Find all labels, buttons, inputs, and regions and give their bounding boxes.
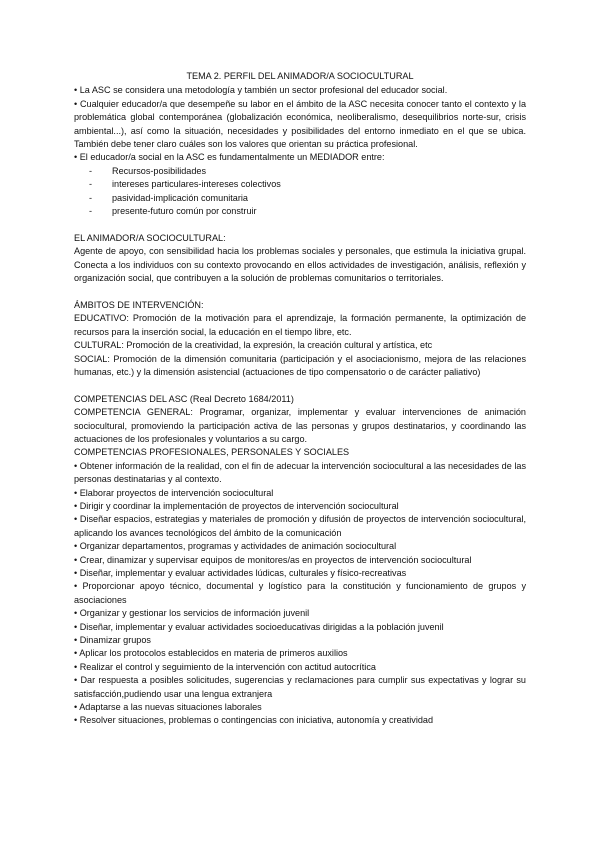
competencias-subheading: COMPETENCIAS PROFESIONALES, PERSONALES Y SOCIALES	[74, 447, 350, 458]
competencia-item: • Diseñar, implementar y evaluar actividades lúdicas, culturales y físico-recreativas	[74, 567, 407, 578]
list-item: - pasividad-implicación comunitaria	[89, 192, 248, 203]
ambitos-heading: ÁMBITOS DE INTERVENCIÓN:	[74, 299, 204, 310]
competencia-item: • Dirigir y coordinar la implementación de proyectos de intervención sociocultural	[74, 500, 399, 511]
list-item-text: Recursos-posibilidades	[112, 165, 207, 176]
competencia-item: • Resolver situaciones, problemas o contingencias con iniciativa, autonomía y creatividad	[74, 715, 434, 726]
list-item-text: intereses particulares-intereses colectivos	[112, 179, 281, 190]
ambito-social: SOCIAL: Promoción de la dimensión comunitaria (participación y el asociacionismo, mejora de las relaciones humanas, etc.) y la dimensión asistencial (actuaciones de tipo compensatorio o de carácter paliativo)	[74, 353, 526, 377]
intro-paragraph: • La ASC se considera una metodología y también un sector profesional del educador social.	[74, 85, 448, 96]
page-title: TEMA 2. PERFIL DEL ANIMADOR/A SOCIOCULTURAL	[186, 71, 414, 81]
competencia-item: • Diseñar, implementar y evaluar actividades socioeducativas dirigidas a la población juvenil	[74, 621, 444, 632]
mediator-list	[74, 165, 526, 219]
animador-heading: EL ANIMADOR/A SOCIOCULTURAL:	[74, 232, 226, 243]
competencia-item: • Dinamizar grupos	[74, 635, 151, 646]
competencia-item: • Adaptarse a las nuevas situaciones laborales	[74, 702, 262, 713]
intro-paragraph: • Cualquier educador/a que desempeñe su labor en el ámbito de la ASC necesita conocer tanto el contexto y la problemática global contemporánea (globalización económica, neoliberalismo, desequilibrios norte-sur, crisis ambiental...), así como la situación, necesidades y posibilidades del entorno inmediato en el que se ubica. También debe tener claro cuáles son los valores que orientan su práctica profesional.	[74, 98, 526, 150]
animador-definition: Agente de apoyo, con sensibilidad hacia los problemas sociales y personales, que estimula la iniciativa grupal. Conecta a los individuos con su contexto provocando en ellos actividades de investigación, análisis, reflexión y organización social, que contribuyen a la solución de problemas comunitarios o territoriales.	[74, 246, 526, 284]
ambito-educativo: EDUCATIVO: Promoción de la motivación para el aprendizaje, la formación permanente, la optimización de recursos para la inserción social, la educación en el tiempo libre, etc.	[74, 313, 526, 337]
competencia-item: • Organizar y gestionar los servicios de información juvenil	[74, 608, 310, 619]
list-item: - presente-futuro común por construir	[89, 206, 257, 217]
intro-paragraph: • El educador/a social en la ASC es fundamentalmente un MEDIADOR entre:	[74, 152, 385, 163]
competencia-item: • Crear, dinamizar y supervisar equipos de monitores/as en proyectos de intervención sociocultural	[74, 554, 472, 565]
competencia-item: • Elaborar proyectos de intervención sociocultural	[74, 487, 274, 498]
list-item: - intereses particulares-intereses colectivos	[89, 179, 281, 190]
competencia-item: • Obtener información de la realidad, con el fin de adecuar la intervención sociocultural a las necesidades de las personas destinatarias y al contexto.	[74, 460, 526, 485]
competencia-item: • Diseñar espacios, estrategias y materiales de promoción y difusión de proyectos de intervención sociocultural, aplicando los avances tecnológicos del ámbito de la comunicación	[74, 514, 526, 538]
ambito-cultural: CULTURAL: Promoción de la creatividad, la expresión, la creación cultural y artística, etc	[74, 340, 433, 351]
competencia-item: • Aplicar los protocolos establecidos en materia de primeros auxilios	[74, 648, 348, 659]
competencia-item: • Realizar el control y seguimiento de la intervención con actitud autocrítica	[74, 661, 376, 672]
competencia-general: COMPETENCIA GENERAL: Programar, organizar, implementar y evaluar intervenciones de animación sociocultural, promoviendo la participación activa de las personas y grupos destinatarios, y coordinando las actuaciones de los profesionales y voluntarios a su cargo.	[74, 407, 526, 444]
list-item: - Recursos-posibilidades	[89, 165, 207, 176]
competencia-item: • Organizar departamentos, programas y actividades de animación sociocultural	[74, 541, 397, 552]
competencia-item: • Dar respuesta a posibles solicitudes, sugerencias y reclamaciones para cumplir sus expectativas y lograr su satisfacción,pudiendo usar una lengua extranjera	[74, 675, 526, 699]
competencias-heading: COMPETENCIAS DEL ASC (Real Decreto 1684/2011)	[74, 393, 294, 404]
list-item-text: presente-futuro común por construir	[112, 206, 257, 217]
competencia-item: • Proporcionar apoyo técnico, documental y logístico para la constitución y funcionamiento de grupos y asociaciones	[74, 581, 526, 605]
list-item-text: pasividad-implicación comunitaria	[112, 192, 248, 203]
